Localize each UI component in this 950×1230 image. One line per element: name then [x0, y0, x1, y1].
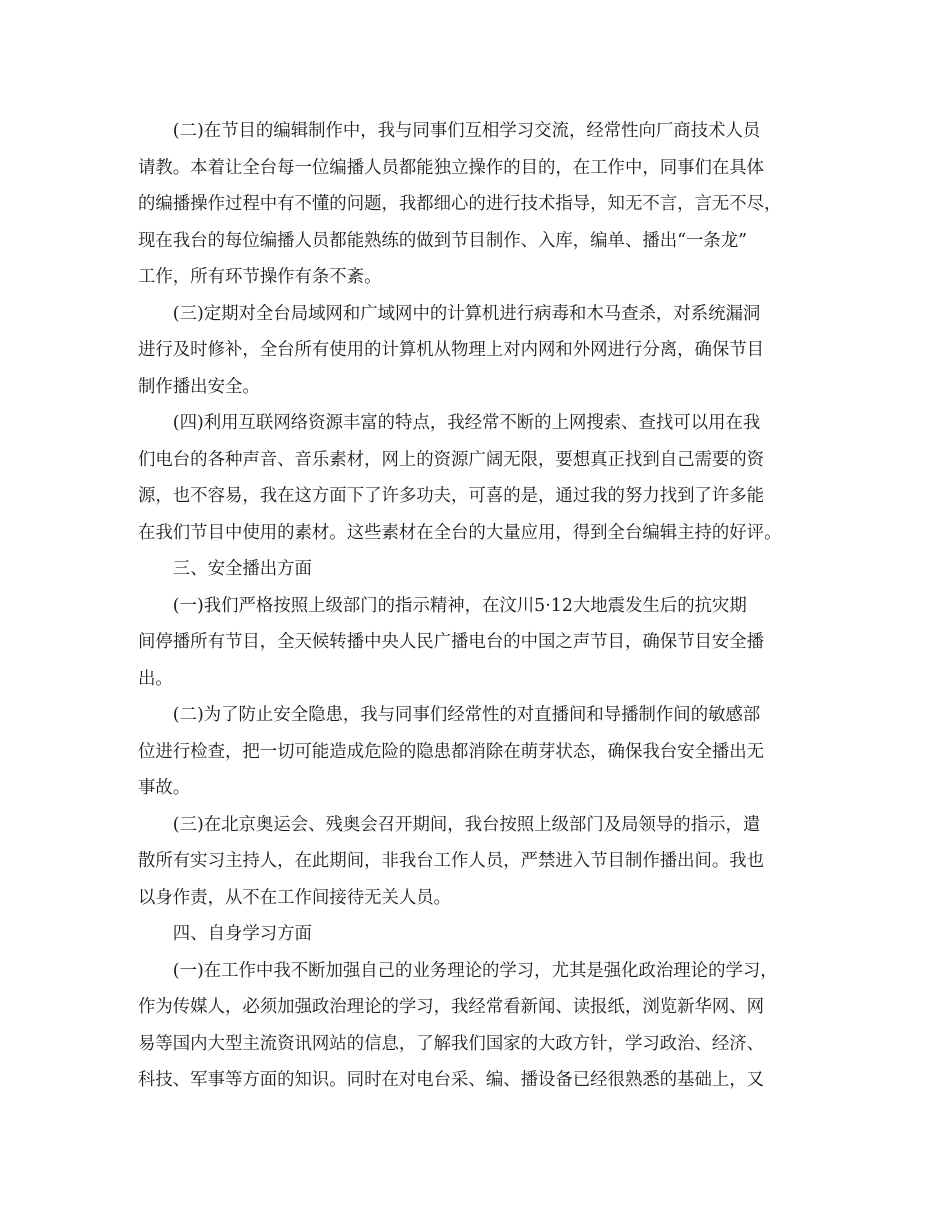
text-line: 的编播操作过程中有不懂的问题，我都细心的进行技术指导，知无不言，言无不尽， [138, 194, 782, 214]
text-line: 制作播出安全。 [138, 376, 260, 397]
text-line: 源，也不容易，我在这方面下了许多功夫，可喜的是，通过我的努力找到了许多能 [138, 486, 765, 506]
text-line: 散所有实习主持人，在此期间，非我台工作人员，严禁进入节目制作播出间。我也 [138, 851, 765, 871]
text-line: 工作，所有环节操作有条不紊。 [138, 267, 382, 287]
paragraph-earthquake [138, 588, 820, 698]
text-line: 易等国内大型主流资讯网站的信息，了解我们国家的大政方针，学习政治、经济、 [138, 1033, 765, 1054]
text-line: (四)利用互联网络资源丰富的特点，我经常不断的上网搜索、查找可以用在我 [172, 413, 761, 433]
text-line: 作为传媒人，必须加强政治理论的学习，我经常看新闻、读报纸，浏览新华网、网 [138, 997, 765, 1017]
text-line: 现在我台的每位编播人员都能熟练的做到节目制作、入库，编单、播出“一条龙” [138, 230, 748, 251]
text-line: 以身作责，从不在工作间接待无关人员。 [138, 887, 452, 908]
heading-line: 三、安全播出方面 [172, 559, 312, 579]
paragraph-political-study [138, 953, 820, 1099]
text-line: (三)在北京奥运会、残奥会召开期间，我台按照上级部门及局领导的指示，遣 [172, 814, 761, 835]
text-line: (三)定期对全台局域网和广域网中的计算机进行病毒和木马查杀，对系统漏洞 [172, 303, 761, 324]
text-line: 请教。本着让全台每一位编播人员都能独立操作的目的，在工作中，同事们在具体 [138, 157, 765, 178]
text-line: 科技、军事等方面的知识。同时在对电台采、编、播设备已经很熟悉的基础上，又 [138, 1070, 765, 1090]
text-line: 在我们节目中使用的素材。这些素材在全台的大量应用，得到全台编辑主持的好评。 [138, 522, 782, 543]
text-line: 事故。 [138, 778, 191, 798]
heading-line: 四、自身学习方面 [172, 924, 312, 944]
section-heading-safe-broadcast [138, 551, 820, 588]
text-line: (二)在节目的编辑制作中，我与同事们互相学习交流，经常性向厂商技术人员 [172, 121, 761, 141]
document-page [138, 113, 820, 1099]
text-line: (一)在工作中我不断加强自己的业务理论的学习，尤其是强化政治理论的学习， [172, 960, 778, 981]
paragraph-olympics [138, 807, 820, 917]
paragraph-safety-hazards [138, 697, 820, 807]
paragraph-internet-resources [138, 405, 820, 551]
paragraph-virus-scan [138, 296, 820, 406]
text-line: 们电台的各种声音、音乐素材，网上的资源广阔无限，要想真正找到自己需要的资 [138, 449, 765, 470]
text-line: 进行及时修补，全台所有使用的计算机从物理上对内网和外网进行分离，确保节目 [138, 340, 765, 360]
text-line: (二)为了防止安全隐患，我与同事们经常性的对直播间和导播制作间的敏感部 [172, 705, 761, 725]
section-heading-self-study [138, 916, 820, 953]
text-line: 间停播所有节目，全天候转播中央人民广播电台的中国之声节目，确保节目安全播 [138, 632, 765, 652]
text-line: 位进行检查，把一切可能造成危险的隐患都消除在萌芽状态，确保我台安全播出无 [138, 741, 765, 762]
text-line: 出。 [138, 668, 173, 689]
paragraph-editing [138, 113, 820, 296]
text-line: (一)我们严格按照上级部门的指示精神，在汶川5·12大地震发生后的抗灾期 [172, 595, 747, 616]
